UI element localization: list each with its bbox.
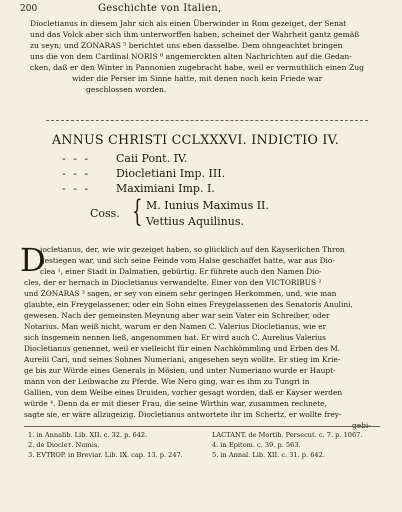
paragraph-line: cken, daß er den Winter in Pannonien zugebracht habe, weil er vermuthlich einen Zug	[30, 63, 364, 72]
consuls-label: Coss.	[90, 207, 120, 220]
paragraph-line: uns die von dem Cardinal NORIS ⁶ angemerckten alten Nachrichten auf die Gedan-	[30, 52, 352, 61]
paragraph-line: zu seyn; und ZONARAS ⁵ berichtet uns eben dasselbe. Dem ohngeachtet bringen	[30, 41, 343, 50]
page-number: 200	[20, 4, 38, 14]
body-line: iocletianus, der, wie wir gezeiget haben, so glücklich auf den Kayserlichen Thron	[40, 245, 345, 254]
body-line: sich insgemein nennen ließ, angenommen hat. Er wird auch C. Aurelius Valerius	[24, 333, 326, 342]
paragraph-line: und das Volck aber sich ihm unterworffen haben, scheinet der Wahrheit gantz gemäß	[30, 30, 360, 39]
body-line: cles, der er hernach in Diocletianus verwandelte. Einer von den VICTORIBUS ²	[24, 278, 322, 287]
paragraph-line: geschlossen worden.	[86, 85, 167, 94]
year-heading: ANNUS CHRISTI CCLXXXVI. INDICTIO IV.	[52, 132, 340, 147]
paragraph-line: Diocletianus in diesem Jahr sich als einen Überwinder in Rom gezeiget, der Senat	[30, 19, 347, 28]
emperor-line: Diocletiani Imp. III.	[116, 167, 226, 180]
running-head: Geschichte von Italien,	[98, 3, 222, 14]
paragraph-line: wider die Perser im Sinne hatte, mit denen noch kein Friede war	[72, 74, 323, 83]
footnote-divider	[24, 426, 380, 427]
section-divider	[46, 120, 368, 121]
emperor-line: Maximiani Imp. I.	[116, 182, 215, 195]
consul-line: Vettius Aquilinus.	[146, 215, 244, 228]
footnote: LACTANT. de Mortib. Persecut. c. 7. p. 1067.	[212, 431, 363, 439]
footnote: 2. de Diocleт. Numis.	[28, 441, 100, 449]
drop-cap: D	[20, 241, 46, 279]
body-line: gestiegen war, und sich seine Feinde vom Halse geschaffet hatte, war aus Dio-	[40, 256, 335, 265]
body-line: Aurelii Cari, und seines Sohnes Numeriani, angesehen seyn wollte. Er stieg im Krie-	[24, 355, 341, 364]
footnote: 4. in Epitom. c. 39. p. 563.	[212, 441, 301, 449]
footnote: 1. in Annalib. Lib. XII. c. 32. p. 642.	[28, 431, 148, 439]
body-line: glaubte, ein Freygelassener, oder ein Sohn eines Freygelassenen des Senatoris Anulini,	[24, 300, 353, 309]
body-line: und ZONARAS ³ sagen, er sey von einem sehr geringen Herkommen, und, wie man	[24, 289, 337, 298]
footnote: 3. EVTROP. in Breviar. Lib. IX. cap. 13. p. 247.	[28, 451, 183, 459]
footnote: 5. in Annal. Lib. XII. c. 31. p. 642.	[212, 451, 325, 459]
pontifex-line: Caii Pont. IV.	[116, 152, 188, 165]
body-line: mann von der Leibwache zu Pferde. Wie Nero ging, war es ihm zu Tungri in	[24, 377, 310, 386]
catchword: gebi-	[352, 421, 371, 430]
body-line: gewesen. Nach der gemeinsten Meynung aber war sein Vater ein Schreiber, oder	[24, 311, 330, 320]
body-line: ge bis zur Würde eines Generals in Mösien, und unter Numeriano wurde er Haupt-	[24, 366, 336, 375]
body-line: clea ¹, einer Stadt in Dalmatien, gebürtig. Er führete auch den Namen Dio-	[40, 267, 322, 276]
brace-icon: {	[132, 194, 143, 229]
body-line: Notarius. Man weiß nicht, warum er den Namen C. Valerius Diocletianus, wie er	[24, 322, 327, 331]
body-line: Diocletianus genennet, weil er vielleicht für einen Nachkömmling und Erben des M.	[24, 344, 340, 353]
body-line: Gallien, von dem Weibe eines Druiden, vorher gesagt worden, daß er Kayser werden	[24, 388, 343, 397]
consul-line: M. Iunius Maximus II.	[146, 199, 269, 212]
dash-mark: - - -	[62, 167, 91, 180]
body-line: sagte sie, er wäre allzugeizig. Diocletianus antwortete ihr im Schertz, er wollte frey-	[24, 410, 342, 419]
dash-mark: - - -	[62, 182, 91, 195]
body-line: würde ⁴. Denn da er mit dieser Frau, die seine Wirthin war, zusammen rechnete,	[24, 399, 327, 408]
dash-mark: - - -	[62, 152, 91, 165]
